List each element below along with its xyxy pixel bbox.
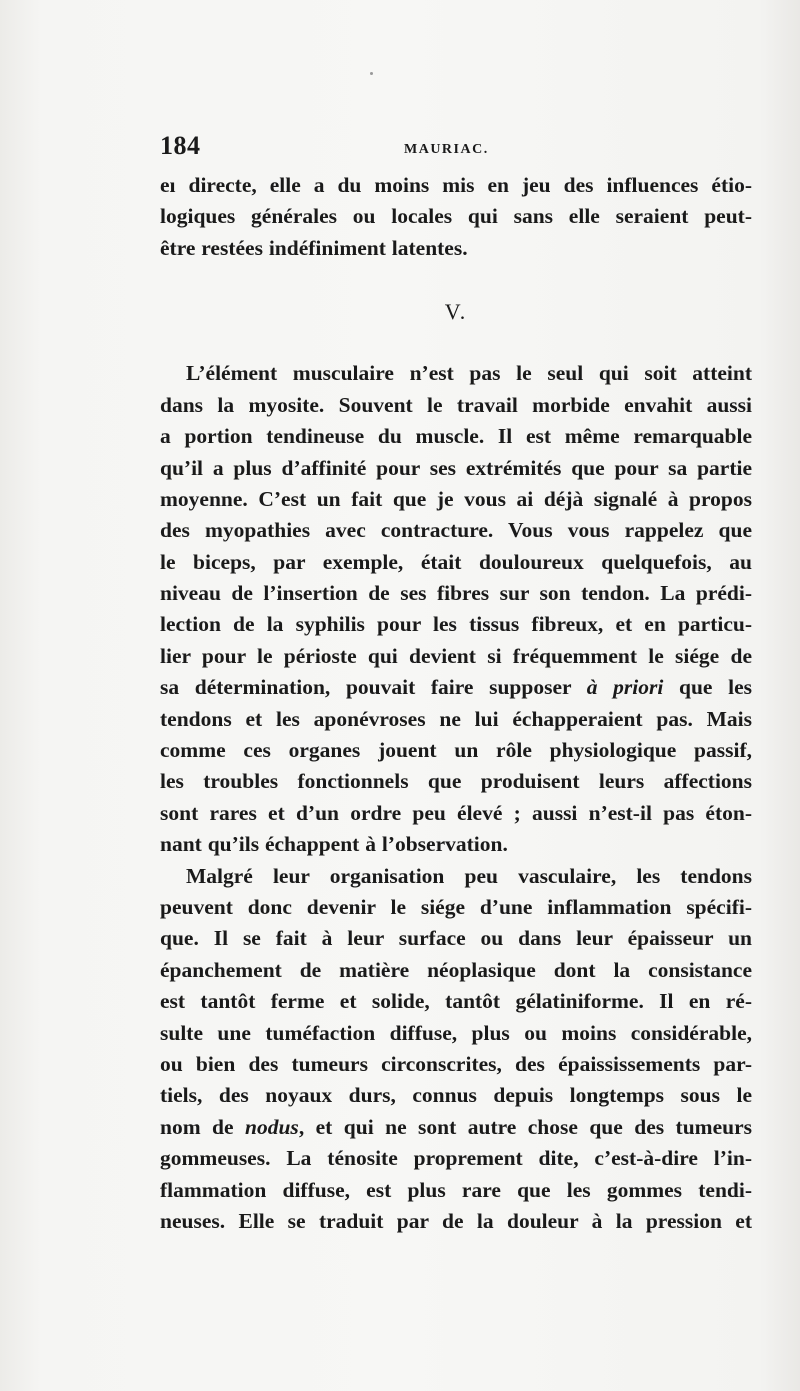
text-line: sont rares et d’un ordre peu élevé ; aussi n’est-il pas éton- [160, 800, 752, 825]
paragraph-2 [160, 358, 752, 860]
text-line: épanchement de matière néoplasique dont la consistance [160, 957, 752, 982]
text-line: les troubles fonctionnels que produisent leurs affections [160, 769, 752, 794]
text-line: qu’il a plus d’affinité pour ses extrémités que pour sa partie [160, 455, 752, 480]
text-line: sulte une tuméfaction diffuse, plus ou moins considérable, [160, 1020, 752, 1045]
ink-speck [370, 72, 373, 75]
running-head: MAURIAC. [404, 142, 489, 157]
text-line-with-italic [160, 672, 752, 703]
text-line: lier pour le périoste qui devient si fréquemment le siége de [160, 643, 752, 668]
text-line: a portion tendineuse du muscle. Il est même remarquable [160, 424, 752, 449]
text-line: des myopathies avec contracture. Vous vous rappelez que [160, 518, 752, 543]
text-line: le biceps, par exemple, était douloureux quelquefois, au [160, 549, 752, 574]
text-line: gommeuses. La ténosite proprement dite, c’est-à-dire l’in- [160, 1146, 752, 1171]
text-line: L’élément musculaire n’est pas le seul qui soit atteint [186, 361, 752, 386]
text-line: être restées indéfiniment latentes. [160, 235, 468, 260]
text-line: moyenne. C’est un fait que je vous ai déjà signalé à propos [160, 486, 752, 511]
text-line: comme ces organes jouent un rôle physiologique passif, [160, 738, 752, 763]
text-line: Malgré leur organisation peu vasculaire, les tendons [186, 863, 752, 888]
text-line: peuvent donc devenir le siége d’une inflammation spécifi- [160, 894, 752, 919]
text-line: tiels, des noyaux durs, connus depuis longtemps sous le [160, 1083, 752, 1108]
text-line: flammation diffuse, est plus rare que les gommes tendi- [160, 1177, 752, 1202]
text-run: sa détermination, pouvait faire supposer [160, 675, 587, 700]
italic-phrase: à priori [586, 675, 664, 700]
text-line: ou bien des tumeurs circonscrites, des épaississements par- [160, 1051, 752, 1076]
paragraph-1 [160, 170, 752, 264]
text-run: nom de [160, 1114, 246, 1139]
text-line: lection de la syphilis pour les tissus fibreux, et en particu- [160, 612, 752, 637]
paragraph-3 [160, 861, 752, 1238]
text-run: que les [663, 675, 752, 700]
text-line: eı directe, elle a du moins mis en jeu des influences étio- [160, 173, 752, 197]
page-header [160, 131, 752, 163]
text-line: dans la myosite. Souvent le travail morbide envahit aussi [160, 392, 752, 417]
italic-phrase: nodus [245, 1114, 299, 1139]
text-line: niveau de l’insertion de ses fibres sur son tendon. La prédi- [160, 581, 752, 606]
text-line: est tantôt ferme et solide, tantôt gélatiniforme. Il en ré- [160, 989, 752, 1014]
page-number: 184 [160, 131, 201, 160]
section-heading: V. [444, 298, 468, 324]
body-text [160, 170, 752, 1237]
text-line: tendons et les aponévroses ne lui échapperaient pas. Mais [160, 706, 752, 731]
text-run: , et qui ne sont autre chose que des tumeurs [298, 1114, 752, 1139]
text-line: neuses. Elle se traduit par de la douleur à la pression et [160, 1208, 752, 1233]
text-line: nant qu’ils échappent à l’observation. [160, 832, 508, 857]
text-line-with-italic [160, 1112, 752, 1143]
text-line: logiques générales ou locales qui sans elle seraient peut- [160, 204, 752, 229]
text-line: que. Il se fait à leur surface ou dans leur épaisseur un [160, 926, 752, 951]
